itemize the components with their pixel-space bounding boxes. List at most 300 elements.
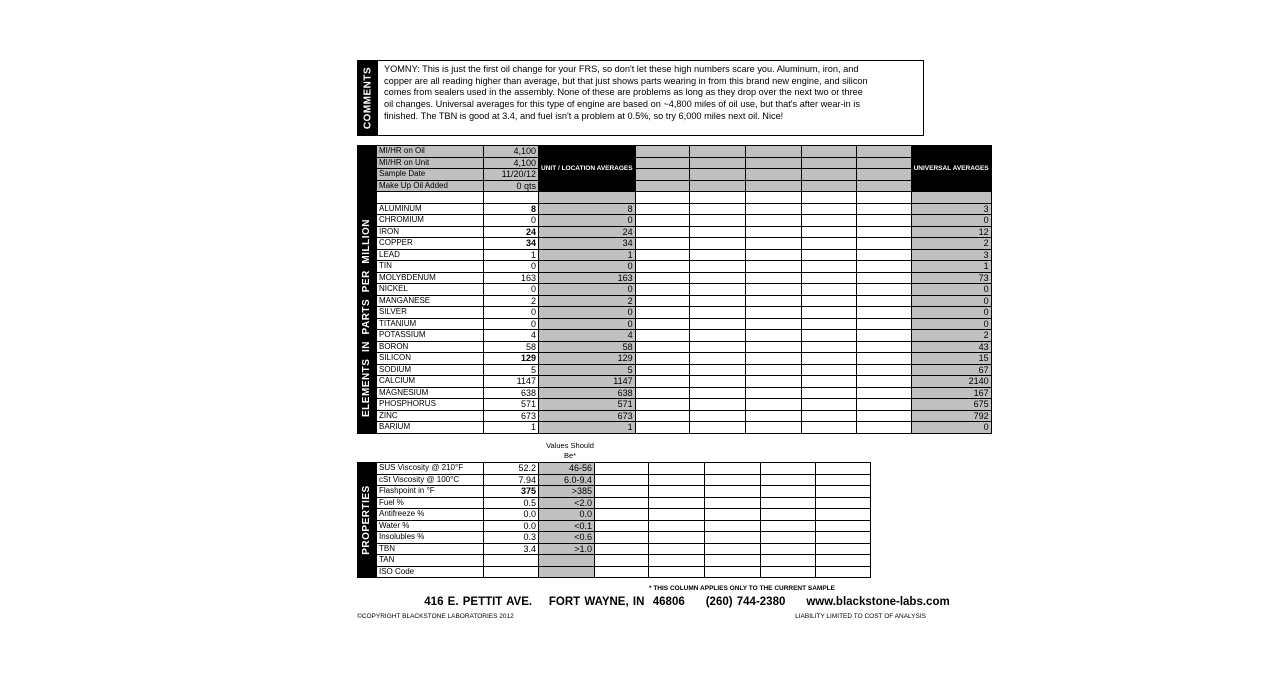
element-value: 34 [484, 238, 539, 250]
element-row [358, 284, 992, 296]
blank-cell [539, 192, 636, 204]
blank-cell [689, 238, 745, 250]
blank-cell [761, 520, 816, 532]
blank-cell [801, 272, 856, 284]
blank-cell [801, 376, 856, 388]
blank-cell [649, 543, 705, 555]
blank-cell [801, 387, 856, 399]
property-should-be: >1.0 [539, 543, 595, 555]
blank-cell [745, 295, 801, 307]
elements-section-label-cell [358, 203, 377, 433]
blank-cell [705, 474, 761, 486]
unit-location-averages-header: UNIT / LOCATION AVERAGES [539, 146, 636, 192]
element-universal-average: 12 [911, 226, 991, 238]
blank-cell [635, 261, 689, 273]
element-row [358, 318, 992, 330]
property-should-be: 46-56 [539, 463, 595, 475]
blank-cell [649, 474, 705, 486]
element-row [358, 261, 992, 273]
element-unit-average: 0 [539, 307, 636, 319]
blank-cell [745, 249, 801, 261]
property-should-be [539, 555, 595, 567]
sample-info-value: 4,100 [484, 146, 539, 158]
comments-side-label [358, 61, 378, 135]
property-value [484, 566, 539, 578]
element-universal-average: 67 [911, 364, 991, 376]
element-unit-average: 1 [539, 249, 636, 261]
blank-cell [856, 295, 911, 307]
blank-cell [635, 215, 689, 227]
blank-cell [689, 410, 745, 422]
element-name: MOLYBDENUM [377, 272, 484, 284]
blank-cell [856, 146, 911, 158]
blank-cell [595, 486, 649, 498]
element-name: BORON [377, 341, 484, 353]
copyright-text: ©COPYRIGHT BLACKSTONE LABORATORIES 2012 [357, 613, 514, 620]
element-value: 24 [484, 226, 539, 238]
element-value: 1 [484, 249, 539, 261]
elements-table [357, 145, 992, 434]
blank-cell [705, 555, 761, 567]
blank-cell [745, 192, 801, 204]
blank-cell [745, 215, 801, 227]
blank-cell [649, 509, 705, 521]
blank-cell [689, 295, 745, 307]
element-name: IRON [377, 226, 484, 238]
blank-cell [816, 497, 871, 509]
element-name: TIN [377, 261, 484, 273]
element-value: 163 [484, 272, 539, 284]
blank-cell [635, 410, 689, 422]
blank-cell [911, 192, 991, 204]
blank-cell [801, 215, 856, 227]
property-row [358, 566, 871, 578]
lab-address: 416 E. PETTIT AVE. FORT WAYNE, IN 46806 (260) 744-2380 www.blackstone-labs.com [424, 596, 950, 608]
properties-section-label: PROPERTIES [361, 485, 372, 555]
element-unit-average: 58 [539, 341, 636, 353]
blank-cell [649, 497, 705, 509]
blank-cell [745, 203, 801, 215]
blank-cell [856, 364, 911, 376]
element-row [358, 399, 992, 411]
blank-cell [635, 157, 689, 169]
blank-cell [816, 509, 871, 521]
element-value: 0 [484, 318, 539, 330]
element-row [358, 238, 992, 250]
blank-cell [635, 226, 689, 238]
blank-cell [635, 169, 689, 181]
blank-cell [689, 364, 745, 376]
universal-averages-header: UNIVERSAL AVERAGES [911, 146, 991, 192]
element-row [358, 353, 992, 365]
blank-cell [745, 353, 801, 365]
blank-cell [801, 410, 856, 422]
blank-cell [635, 203, 689, 215]
blank-cell [689, 422, 745, 434]
blank-cell [856, 410, 911, 422]
blank-cell [856, 387, 911, 399]
element-row [358, 249, 992, 261]
property-name: TAN [377, 555, 484, 567]
property-value: 52.2 [484, 463, 539, 475]
blank-cell [856, 180, 911, 192]
blank-cell [801, 284, 856, 296]
blank-cell [595, 555, 649, 567]
property-row [358, 520, 871, 532]
blank-cell [856, 341, 911, 353]
blank-cell [689, 203, 745, 215]
property-value: 0.5 [484, 497, 539, 509]
blank-cell [801, 192, 856, 204]
blank-cell [856, 284, 911, 296]
blank-cell [689, 318, 745, 330]
element-universal-average: 0 [911, 215, 991, 227]
property-value [484, 555, 539, 567]
element-universal-average: 1 [911, 261, 991, 273]
property-value: 0.0 [484, 520, 539, 532]
blank-cell [595, 509, 649, 521]
blank-cell [635, 399, 689, 411]
comments-label: COMMENTS [362, 66, 374, 130]
element-universal-average: 2 [911, 330, 991, 342]
blank-cell [816, 520, 871, 532]
blank-cell [649, 566, 705, 578]
blank-cell [801, 295, 856, 307]
properties-table [357, 462, 871, 578]
blank-cell [856, 215, 911, 227]
blank-cell [745, 169, 801, 181]
blank-cell [635, 376, 689, 388]
element-unit-average: 5 [539, 364, 636, 376]
blank-cell [801, 238, 856, 250]
liability-text: LIABILITY LIMITED TO COST OF ANALYSIS [795, 613, 926, 620]
blank-cell [635, 192, 689, 204]
element-name: BARIUM [377, 422, 484, 434]
blank-cell [816, 566, 871, 578]
element-universal-average: 73 [911, 272, 991, 284]
blank-cell [689, 226, 745, 238]
property-should-be [539, 566, 595, 578]
blank-cell [635, 180, 689, 192]
blank-cell [856, 422, 911, 434]
blank-cell [856, 226, 911, 238]
property-row [358, 532, 871, 544]
element-value: 58 [484, 341, 539, 353]
blank-cell [649, 532, 705, 544]
blank-cell [649, 463, 705, 475]
element-unit-average: 638 [539, 387, 636, 399]
comments-box [357, 60, 924, 136]
element-unit-average: 0 [539, 215, 636, 227]
element-name: ALUMINUM [377, 203, 484, 215]
blank-cell [689, 261, 745, 273]
blank-cell [761, 486, 816, 498]
blank-cell [689, 146, 745, 158]
property-name: Antifreeze % [377, 509, 484, 521]
property-row [358, 486, 871, 498]
blank-cell [856, 157, 911, 169]
blank-cell [649, 520, 705, 532]
element-name: SILICON [377, 353, 484, 365]
element-unit-average: 129 [539, 353, 636, 365]
blank-cell [801, 364, 856, 376]
blank-cell [689, 272, 745, 284]
element-unit-average: 571 [539, 399, 636, 411]
blank-cell [761, 474, 816, 486]
blank-cell [816, 474, 871, 486]
element-unit-average: 673 [539, 410, 636, 422]
element-universal-average: 3 [911, 249, 991, 261]
blank-cell [635, 387, 689, 399]
blank-cell [595, 463, 649, 475]
property-row [358, 509, 871, 521]
blank-cell [635, 364, 689, 376]
blank-cell [595, 566, 649, 578]
blank-cell [689, 353, 745, 365]
blank-cell [689, 399, 745, 411]
blank-cell [635, 249, 689, 261]
blank-cell [801, 422, 856, 434]
blank-cell [705, 532, 761, 544]
blank-cell [801, 203, 856, 215]
blank-cell [689, 249, 745, 261]
blank-cell [635, 318, 689, 330]
blank-cell [801, 180, 856, 192]
blank-cell [816, 555, 871, 567]
blank-cell [856, 353, 911, 365]
blank-cell [689, 284, 745, 296]
property-name: Insolubles % [377, 532, 484, 544]
sample-info-label: MI/HR on Unit [377, 157, 484, 169]
properties-section-label-cell [358, 463, 377, 578]
blank-cell [745, 238, 801, 250]
sample-info-row [358, 157, 992, 169]
blank-cell [635, 422, 689, 434]
blank-cell [745, 261, 801, 273]
element-row [358, 376, 992, 388]
property-name: Water % [377, 520, 484, 532]
property-value: 0.0 [484, 509, 539, 521]
spacer-row [358, 192, 992, 204]
blank-cell [856, 192, 911, 204]
blank-cell [705, 486, 761, 498]
blank-cell [635, 341, 689, 353]
sample-info-value: 4,100 [484, 157, 539, 169]
element-value: 571 [484, 399, 539, 411]
blank-cell [801, 353, 856, 365]
blank-cell [816, 532, 871, 544]
element-universal-average: 2140 [911, 376, 991, 388]
blank-cell [745, 180, 801, 192]
element-value: 1 [484, 422, 539, 434]
element-value: 0 [484, 307, 539, 319]
blank-cell [856, 272, 911, 284]
element-universal-average: 675 [911, 399, 991, 411]
element-unit-average: 1147 [539, 376, 636, 388]
element-unit-average: 34 [539, 238, 636, 250]
element-value: 1147 [484, 376, 539, 388]
blank-cell [635, 146, 689, 158]
element-row [358, 307, 992, 319]
blank-cell [856, 261, 911, 273]
element-universal-average: 167 [911, 387, 991, 399]
blank-cell [484, 192, 539, 204]
property-name: Flashpoint in °F [377, 486, 484, 498]
property-row [358, 474, 871, 486]
blank-cell [649, 555, 705, 567]
element-universal-average: 0 [911, 284, 991, 296]
blank-cell [745, 157, 801, 169]
element-universal-average: 2 [911, 238, 991, 250]
element-name: TITANIUM [377, 318, 484, 330]
blank-cell [635, 295, 689, 307]
blank-cell [856, 238, 911, 250]
blank-cell [635, 307, 689, 319]
blank-cell [801, 157, 856, 169]
element-value: 5 [484, 364, 539, 376]
element-value: 0 [484, 284, 539, 296]
blank-cell [745, 410, 801, 422]
blank-cell [689, 192, 745, 204]
property-should-be: <0.6 [539, 532, 595, 544]
element-unit-average: 24 [539, 226, 636, 238]
property-should-be: 6.0-9.4 [539, 474, 595, 486]
element-name: MAGNESIUM [377, 387, 484, 399]
blank-cell [745, 272, 801, 284]
blank-cell [745, 422, 801, 434]
property-should-be: 0.0 [539, 509, 595, 521]
elements-section-label: ELEMENTS IN PARTS PER MILLION [361, 219, 372, 417]
values-should-be-header: Values Should Be* [546, 441, 594, 460]
blank-cell [761, 532, 816, 544]
element-name: ZINC [377, 410, 484, 422]
blank-cell [801, 330, 856, 342]
sample-info-row [358, 169, 992, 181]
element-row [358, 272, 992, 284]
blank-cell [856, 399, 911, 411]
element-name: COPPER [377, 238, 484, 250]
element-name: SILVER [377, 307, 484, 319]
element-row [358, 203, 992, 215]
comments-text: YOMNY: This is just the first oil change for your FRS, so don't let these high numbers scare you. Aluminum, iron, and copper are all reading higher than average, but that just shows parts wearing in from this brand new engine, and silicon comes from sealers used in the assembly. None of these are problems as long as they drop over the next two or three oil changes. Universal averages for this type of engine are based on ~4,800 miles of oil use, but that's after wear-in is finished. The TBN is good at 3.4, and fuel isn't a problem at 0.5%, so try 6,000 miles next oil. Nice! [384, 64, 868, 121]
blank-cell [856, 249, 911, 261]
blank-cell [856, 169, 911, 181]
element-unit-average: 0 [539, 284, 636, 296]
element-value: 0 [484, 215, 539, 227]
element-value: 0 [484, 261, 539, 273]
blank-cell [595, 532, 649, 544]
blank-cell [856, 330, 911, 342]
element-universal-average: 792 [911, 410, 991, 422]
element-unit-average: 0 [539, 261, 636, 273]
element-row [358, 341, 992, 353]
blank-cell [745, 341, 801, 353]
blank-cell [745, 226, 801, 238]
element-value: 2 [484, 295, 539, 307]
blank-cell [745, 330, 801, 342]
element-name: NICKEL [377, 284, 484, 296]
element-value: 129 [484, 353, 539, 365]
blank-cell [761, 497, 816, 509]
blank-cell [856, 318, 911, 330]
element-row [358, 215, 992, 227]
blank-cell [689, 330, 745, 342]
element-name: CALCIUM [377, 376, 484, 388]
column-footnote: * THIS COLUMN APPLIES ONLY TO THE CURRENT SAMPLE [649, 585, 835, 592]
blank-cell [801, 341, 856, 353]
blank-cell [377, 192, 484, 204]
element-universal-average: 0 [911, 422, 991, 434]
blank-cell [705, 463, 761, 475]
element-universal-average: 15 [911, 353, 991, 365]
blank-cell [595, 520, 649, 532]
blank-cell [761, 463, 816, 475]
element-name: POTASSIUM [377, 330, 484, 342]
element-row [358, 387, 992, 399]
element-row [358, 295, 992, 307]
element-name: CHROMIUM [377, 215, 484, 227]
element-row [358, 330, 992, 342]
element-universal-average: 43 [911, 341, 991, 353]
blank-cell [816, 486, 871, 498]
element-row [358, 410, 992, 422]
blank-cell [635, 330, 689, 342]
blank-cell [745, 364, 801, 376]
blank-cell [801, 249, 856, 261]
element-value: 673 [484, 410, 539, 422]
blank-cell [856, 376, 911, 388]
property-should-be: <0.1 [539, 520, 595, 532]
blank-cell [705, 509, 761, 521]
blank-cell [761, 543, 816, 555]
blank-cell [745, 284, 801, 296]
blank-cell [705, 520, 761, 532]
blank-cell [745, 307, 801, 319]
element-universal-average: 0 [911, 318, 991, 330]
property-row [358, 555, 871, 567]
blank-cell [761, 509, 816, 521]
element-unit-average: 163 [539, 272, 636, 284]
element-universal-average: 0 [911, 295, 991, 307]
blank-cell [745, 146, 801, 158]
element-universal-average: 0 [911, 307, 991, 319]
element-unit-average: 0 [539, 318, 636, 330]
property-should-be: <2.0 [539, 497, 595, 509]
blank-cell [801, 307, 856, 319]
blank-cell [689, 341, 745, 353]
blank-cell [745, 318, 801, 330]
element-name: SODIUM [377, 364, 484, 376]
blank-cell [761, 566, 816, 578]
property-name: ISO Code [377, 566, 484, 578]
blank-cell [856, 307, 911, 319]
blank-cell [595, 543, 649, 555]
blank-cell [705, 566, 761, 578]
blank-cell [689, 169, 745, 181]
property-value: 0.3 [484, 532, 539, 544]
blank-cell [856, 203, 911, 215]
element-unit-average: 4 [539, 330, 636, 342]
element-value: 638 [484, 387, 539, 399]
blank-cell [816, 463, 871, 475]
blank-cell [635, 238, 689, 250]
blank-cell [745, 376, 801, 388]
sample-info-row [358, 146, 992, 158]
blank-cell [635, 353, 689, 365]
blank-cell [761, 555, 816, 567]
elements-side-bar [358, 146, 377, 204]
blank-cell [801, 261, 856, 273]
